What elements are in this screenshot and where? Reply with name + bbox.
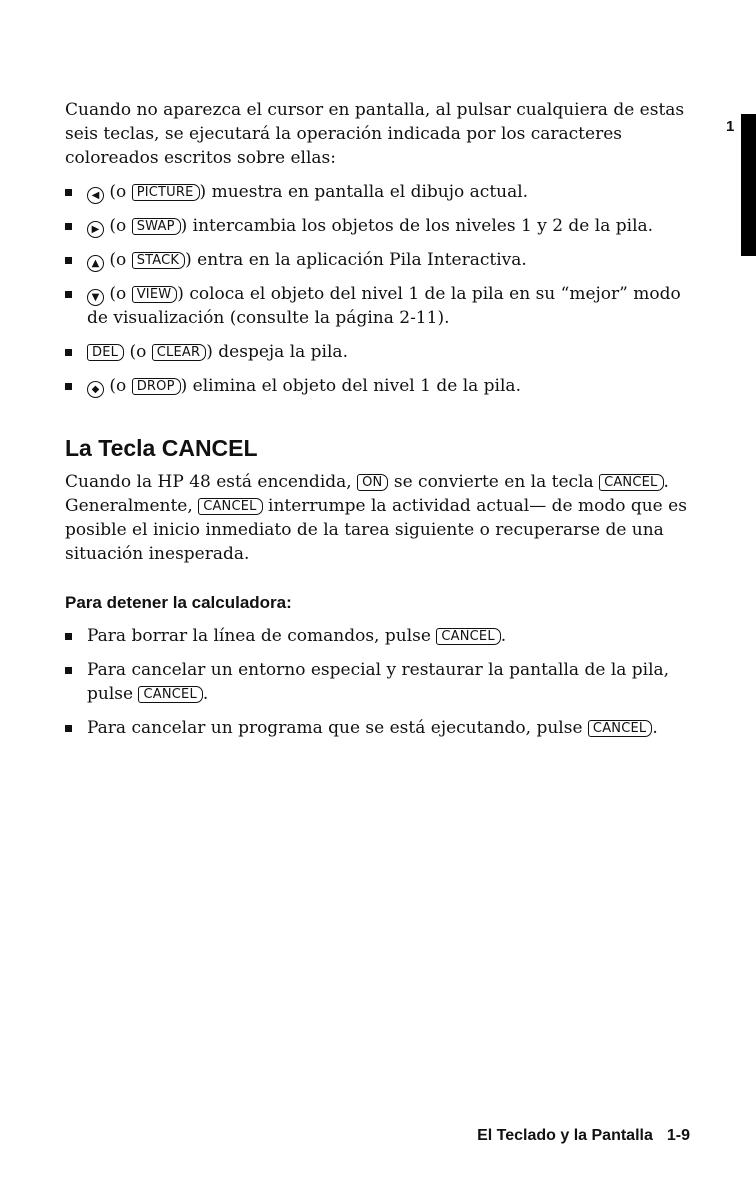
on-key: ON [357, 474, 388, 491]
page-number: 1-9 [666, 1127, 690, 1144]
swap-key: SWAP [132, 218, 181, 235]
page-footer [477, 1127, 690, 1145]
bullet-icon [65, 725, 72, 732]
list-item: Para borrar la línea de comandos, pulse CANCEL . [65, 624, 690, 648]
backspace-key-icon: ◆ [87, 381, 104, 398]
up-arrow-key-icon: ▲ [87, 255, 104, 272]
bullet-icon [65, 223, 72, 230]
cancel-key: CANCEL [436, 628, 500, 645]
list-item: ▼ (o VIEW ) coloca el objeto del nivel 1 de la pila en su “mejor” modo de visualización (consulte la página 2-11). [65, 282, 690, 330]
bullet-icon [65, 349, 72, 356]
chapter-tab-marker [741, 114, 756, 256]
bullet-icon [65, 189, 72, 196]
right-arrow-key-icon: ▶ [87, 221, 104, 238]
list-item: ▲ (o STACK ) entra en la aplicación Pila Interactiva. [65, 248, 690, 272]
left-arrow-key-icon: ◀ [87, 187, 104, 204]
bullet-icon [65, 383, 72, 390]
bullet-icon [65, 291, 72, 298]
drop-key: DROP [132, 378, 181, 395]
list-item: Para cancelar un entorno especial y restaurar la pantalla de la pila, pulse CANCEL . [65, 658, 690, 706]
cancel-key: CANCEL [599, 474, 663, 491]
chapter-number: 1 [726, 118, 735, 135]
clear-key: CLEAR [152, 344, 206, 361]
list-item: DEL (o CLEAR ) despeja la pila. [65, 340, 690, 364]
section-heading: La Tecla CANCEL [65, 435, 258, 461]
cancel-list [65, 624, 690, 740]
cancel-key: CANCEL [198, 498, 262, 515]
list-item: ◀ (o PICTURE ) muestra en pantalla el dibujo actual. [65, 180, 690, 204]
list-item: ◆ (o DROP ) elimina el objeto del nivel 1 de la pila. [65, 374, 690, 398]
cancel-key: CANCEL [588, 720, 652, 737]
subheading: Para detener la calculadora: [65, 593, 292, 612]
del-key: DEL [87, 344, 124, 361]
key-list [65, 180, 690, 398]
bullet-icon [65, 633, 72, 640]
page-content [65, 98, 690, 740]
view-key: VIEW [132, 286, 178, 303]
stack-key: STACK [132, 252, 185, 269]
bullet-icon [65, 667, 72, 674]
picture-key: PICTURE [132, 184, 200, 201]
intro-paragraph: Cuando no aparezca el cursor en pantalla, al pulsar cualquiera de estas seis teclas, se ejecutará la operación indicada por los caracteres coloreados escritos sobre ellas: [65, 100, 685, 168]
cancel-paragraph: Cuando la HP 48 está encendida, ON se convierte en la tecla CANCEL . Generalmente, CANCEL interrumpe la actividad actual— de modo que es posible el inicio inmediato de la tarea siguiente o recuperarse de una situación inesperada. [65, 472, 687, 564]
bullet-icon [65, 257, 72, 264]
list-item: ▶ (o SWAP ) intercambia los objetos de los niveles 1 y 2 de la pila. [65, 214, 690, 238]
footer-title: El Teclado y la Pantalla [477, 1127, 653, 1144]
list-item: Para cancelar un programa que se está ejecutando, pulse CANCEL . [65, 716, 690, 740]
down-arrow-key-icon: ▼ [87, 289, 104, 306]
cancel-key: CANCEL [138, 686, 202, 703]
